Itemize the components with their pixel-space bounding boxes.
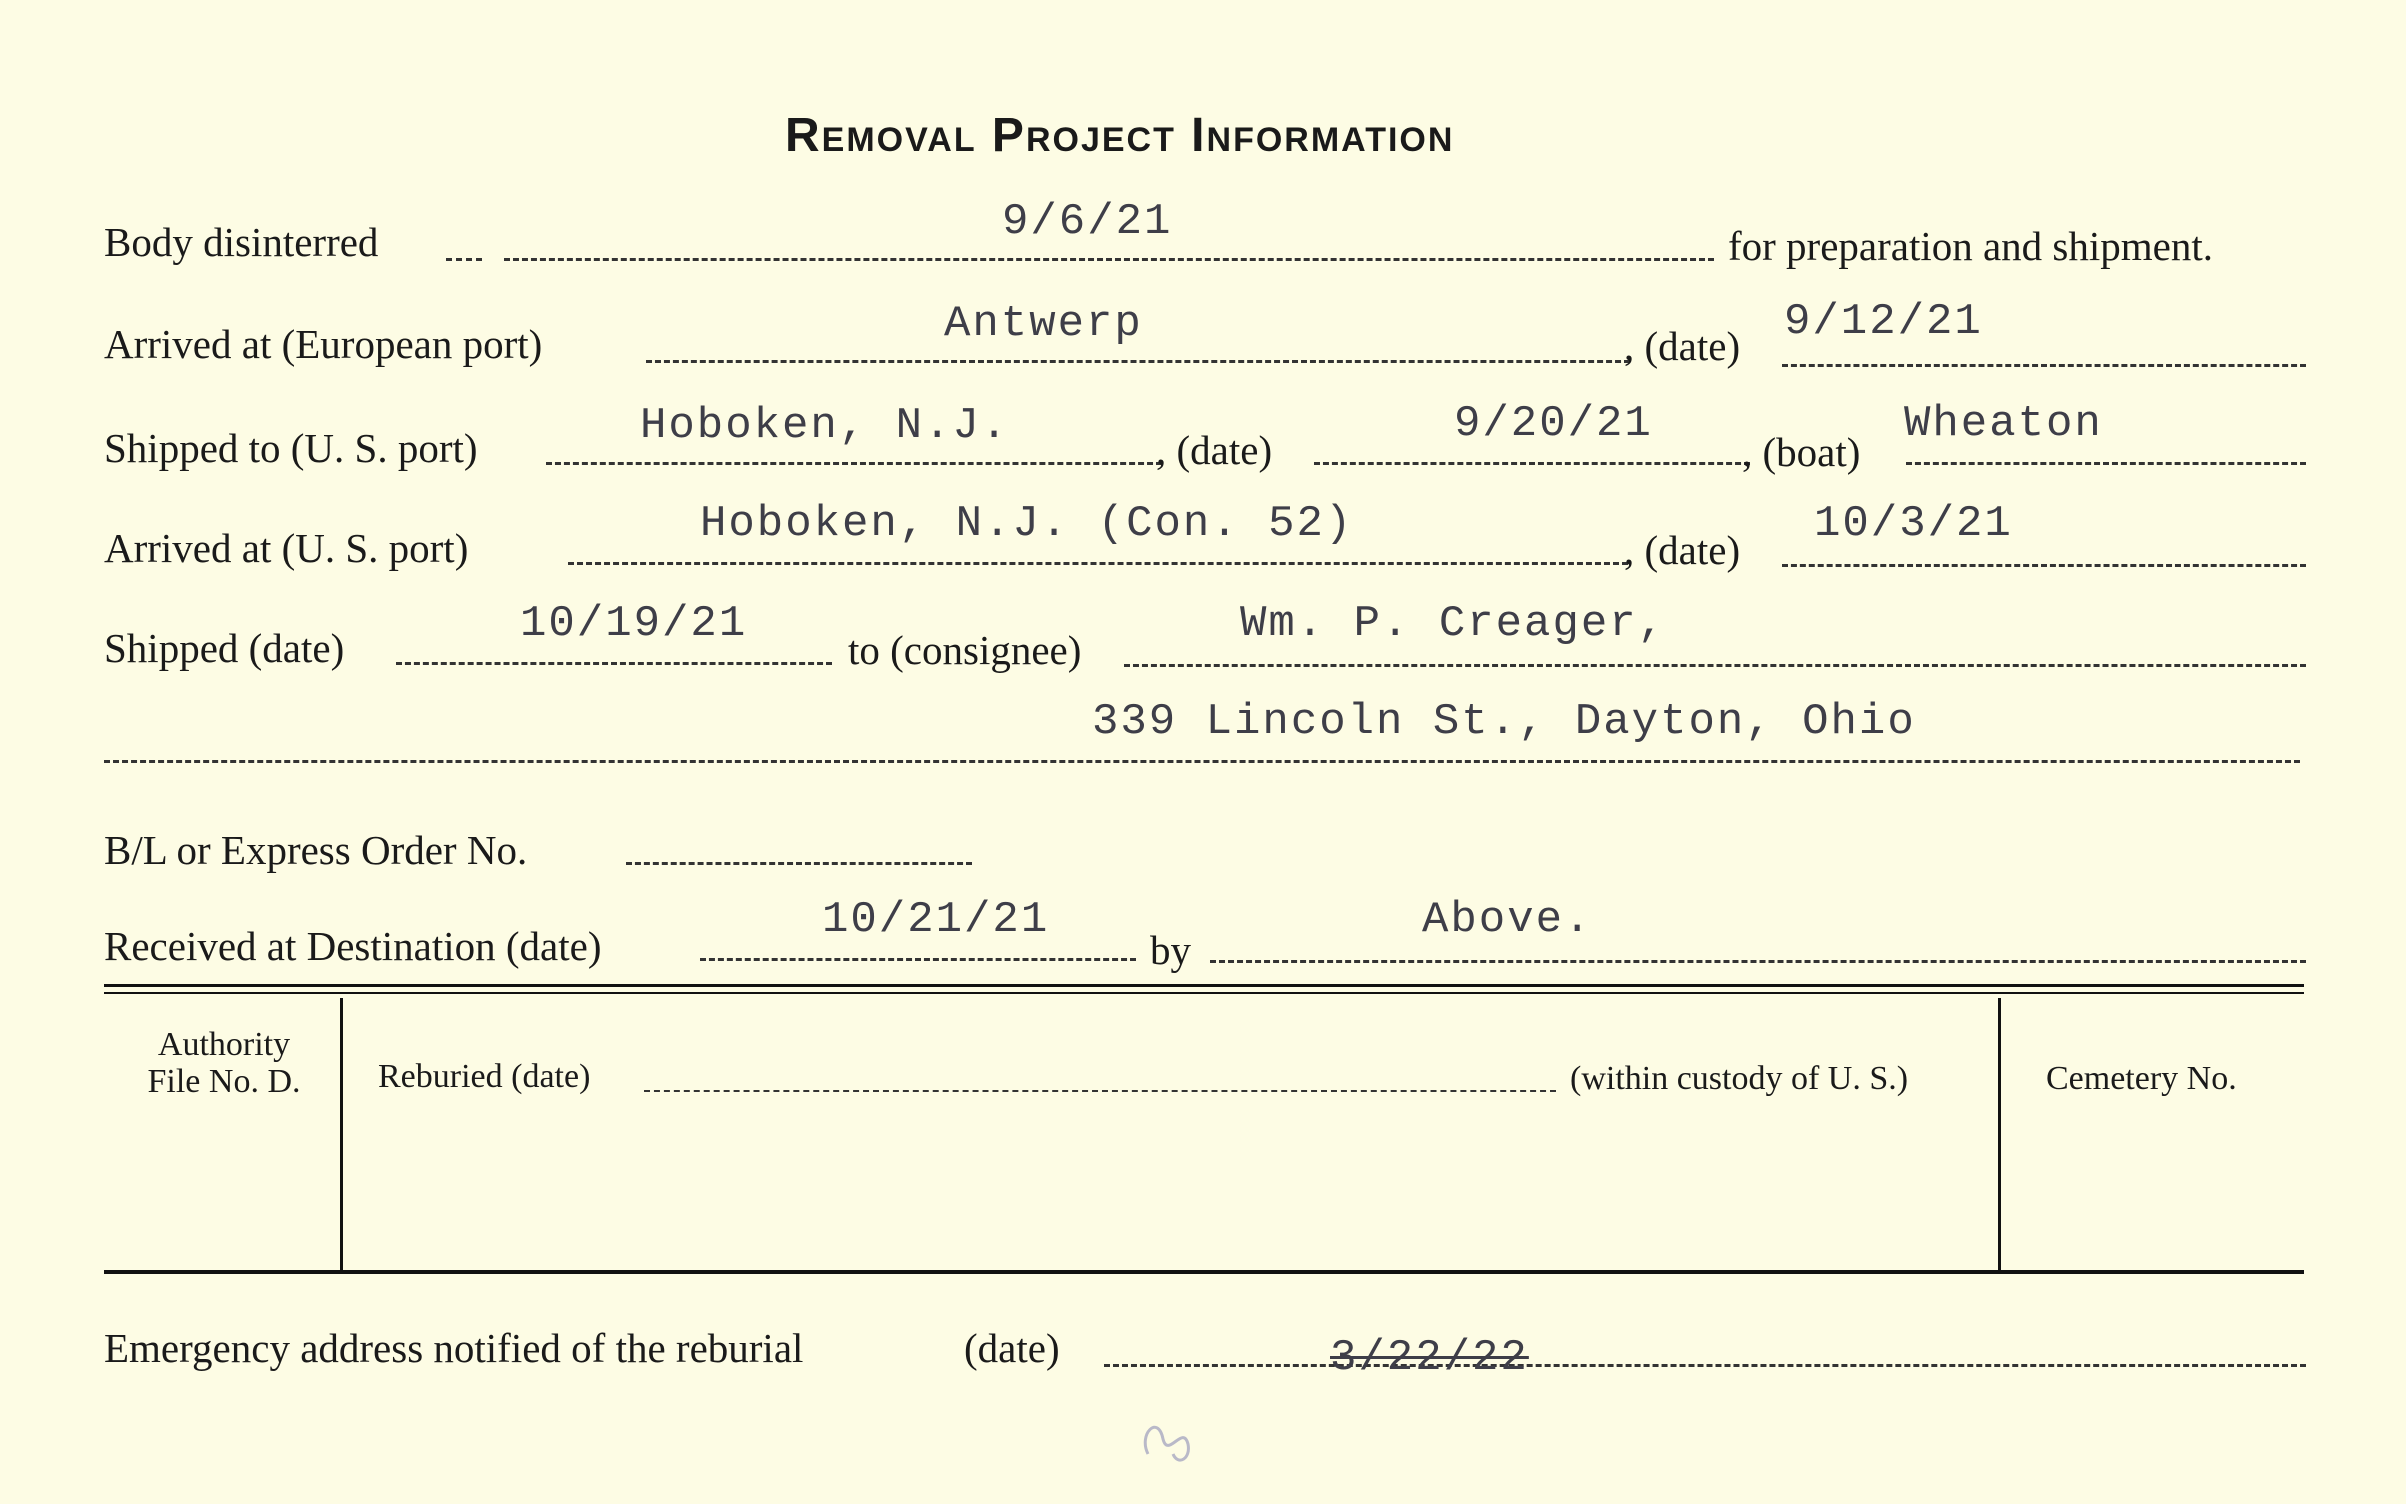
pencil-mark (1128, 1404, 1208, 1474)
us-port-shipped-date: 9/20/21 (1454, 399, 1653, 449)
us-port-arrived-line (568, 562, 1628, 565)
european-port-label: Arrived at (European port) (104, 321, 543, 367)
us-port-shipped-date-line (1314, 462, 1750, 465)
emergency-date-label: (date) (964, 1325, 1060, 1371)
emergency-line (1104, 1364, 2306, 1367)
authority-header (144, 1026, 304, 1101)
table-top-rule (104, 984, 2304, 987)
reburied-line (644, 1090, 1556, 1092)
table-divider-left (340, 998, 343, 1270)
european-port-date-label: , (date) (1624, 323, 1741, 369)
consignee-line (1124, 664, 2306, 667)
shipped-label: Shipped (date) (104, 625, 345, 671)
address-line (104, 760, 2300, 763)
european-port-value: Antwerp (944, 299, 1143, 349)
authority-label-line2: File No. D. (147, 1063, 301, 1101)
us-port-shipped-date-label: , (date) (1156, 427, 1273, 473)
received-date-line (700, 958, 1136, 961)
disinterred-lead (446, 258, 482, 261)
european-port-date-line (1782, 364, 2306, 367)
table-bottom-rule (104, 1270, 2304, 1274)
card-title (785, 108, 1454, 163)
us-port-shipped-boat-line (1906, 462, 2306, 465)
card-title-text: Removal Project Information (785, 109, 1455, 162)
received-by-line (1210, 960, 2306, 963)
us-port-shipped-boat-label: , (boat) (1742, 429, 1861, 475)
consignee-label: to (consignee) (848, 627, 1082, 673)
shipped-date-line (396, 662, 832, 665)
us-port-shipped-boat: Wheaton (1904, 399, 2103, 449)
us-port-arrived-label: Arrived at (U. S. port) (104, 525, 469, 571)
emergency-value: 3/22/22 (1330, 1333, 1529, 1383)
shipped-date: 10/19/21 (520, 599, 748, 649)
us-port-arrived-date-line (1782, 564, 2306, 567)
disinterred-value: 9/6/21 (1002, 197, 1173, 247)
bl-order-line (626, 862, 972, 865)
disinterred-label: Body disinterred (104, 219, 379, 265)
us-port-shipped-line (546, 462, 1162, 465)
table-top-rule-inner (104, 992, 2304, 994)
received-by: Above. (1422, 895, 1593, 945)
us-port-shipped-label: Shipped to (U. S. port) (104, 425, 478, 471)
received-label: Received at Destination (date) (104, 923, 602, 969)
bl-order-label: B/L or Express Order No. (104, 827, 528, 873)
received-by-label: by (1150, 927, 1191, 973)
us-port-arrived-date-label: , (date) (1624, 527, 1741, 573)
cemetery-label: Cemetery No. (2046, 1060, 2237, 1097)
reburied-label: Reburied (date) (378, 1058, 591, 1095)
us-port-arrived-value: Hoboken, N.J. (Con. 52) (700, 499, 1354, 549)
received-date: 10/21/21 (822, 895, 1050, 945)
authority-label-line1: Authority (157, 1026, 291, 1063)
disinterred-line (504, 258, 1714, 261)
emergency-label: Emergency address notified of the reburial (104, 1325, 804, 1371)
european-port-date: 9/12/21 (1784, 297, 1983, 347)
us-port-shipped-value: Hoboken, N.J. (640, 401, 1010, 451)
disinterred-suffix: for preparation and shipment. (1728, 223, 2214, 269)
consignee-value: Wm. P. Creager, (1240, 599, 1667, 649)
us-port-arrived-date: 10/3/21 (1814, 499, 2013, 549)
table-divider-right (1998, 998, 2001, 1270)
consignee-address: 339 Lincoln St., Dayton, Ohio (1092, 697, 1916, 747)
custody-label: (within custody of U. S.) (1570, 1060, 1909, 1097)
european-port-line (646, 360, 1630, 363)
